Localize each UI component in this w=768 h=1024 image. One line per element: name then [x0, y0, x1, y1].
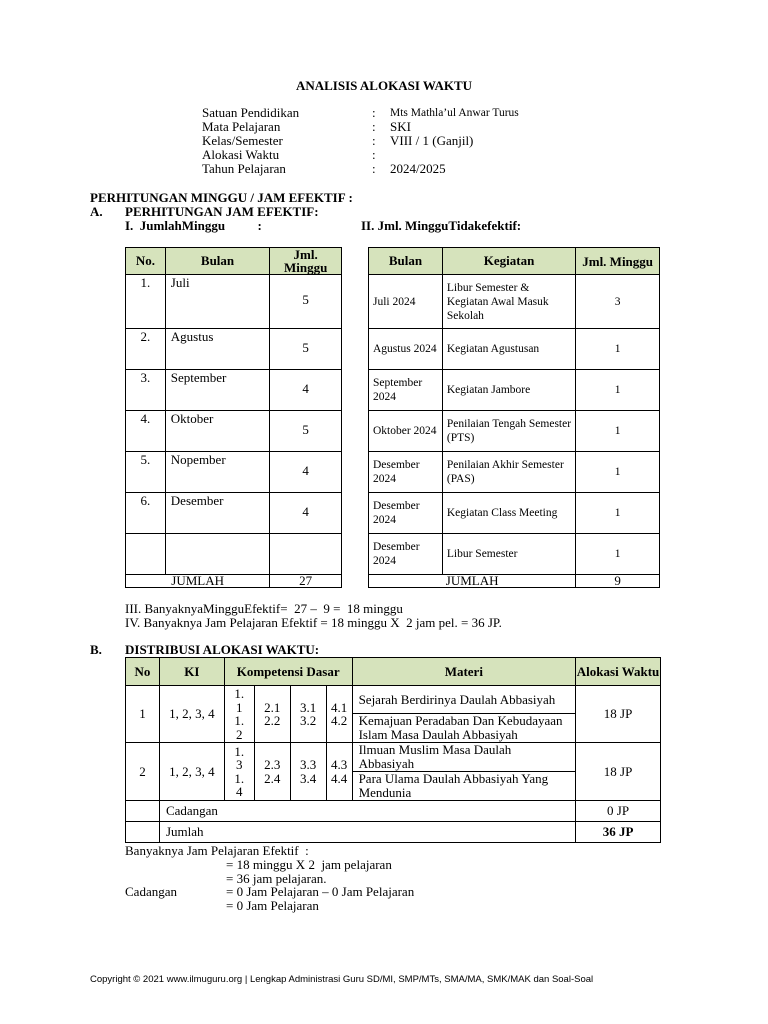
- cell-jml-minggu: 1: [576, 493, 660, 534]
- cell-no: 2.: [126, 329, 166, 370]
- cell-jml-minggu: 5: [270, 329, 342, 370]
- cell-kegiatan: Libur Semester & Kegiatan Awal Masuk Sekolah: [442, 275, 575, 329]
- table-row: [126, 452, 342, 493]
- cell-jml-minggu: 1: [576, 452, 660, 493]
- table-row: [126, 686, 661, 714]
- effective-weeks-table: [125, 247, 342, 588]
- effective-hours-line: IV. Banyaknya Jam Pelajaran Efektif = 18 minggu X 2 jam pel. = 36 JP.: [125, 615, 502, 630]
- cell-materi: Para Ulama Daulah Abbasiyah Yang Mendunia: [352, 772, 576, 801]
- cell-kegiatan: Kegiatan Agustusan: [442, 329, 575, 370]
- cell-bulan: Oktober: [165, 411, 270, 452]
- cell-alokasi-waktu: 18 JP: [576, 743, 661, 801]
- header-alokasi-waktu: Alokasi Waktu: [576, 658, 661, 686]
- section-a-letter: A.: [90, 204, 103, 219]
- cell-no: 3.: [126, 370, 166, 411]
- table-row: [369, 493, 660, 534]
- info-label: Mata Pelajaran: [202, 119, 281, 134]
- header-jml-minggu: Jml. Minggu: [576, 248, 660, 275]
- info-value: 2024/2025: [390, 161, 446, 176]
- header-bulan: Bulan: [369, 248, 443, 275]
- cell-no: 4.: [126, 411, 166, 452]
- cell-kegiatan: Penilaian Akhir Semester (PAS): [442, 452, 575, 493]
- cell-jml-minggu: [270, 534, 342, 575]
- header-materi: Materi: [352, 658, 576, 686]
- info-value: VIII / 1 (Ganjil): [390, 133, 474, 148]
- cell-ki: 1, 2, 3, 4: [159, 686, 224, 743]
- info-colon: :: [372, 133, 376, 148]
- cell-kompetensi-dasar: 4.1 4.2: [326, 686, 352, 743]
- empty-cell: [126, 801, 160, 822]
- summary-line-3: = 36 jam pelajaran.: [226, 871, 327, 886]
- table-row: [126, 370, 342, 411]
- row-label: Jumlah: [159, 822, 575, 843]
- total-row: [369, 575, 660, 588]
- cell-bulan: Nopember: [165, 452, 270, 493]
- cell-bulan: Juli: [165, 275, 270, 329]
- cell-kompetensi-dasar: 1. 3 1. 4: [224, 743, 254, 801]
- cell-jml-minggu: 4: [270, 493, 342, 534]
- header-kompetensi-dasar: Kompetensi Dasar: [224, 658, 352, 686]
- table-row: [369, 370, 660, 411]
- summary-line-2: = 18 minggu X 2 jam pelajaran: [226, 857, 392, 872]
- cell-jml-minggu: 5: [270, 275, 342, 329]
- section-b-heading: DISTRIBUSI ALOKASI WAKTU:: [125, 642, 320, 657]
- section-a-heading: PERHITUNGAN JAM EFEKTIF:: [125, 204, 319, 219]
- cell-bulan: Oktober 2024: [369, 411, 443, 452]
- jumlah-row: [126, 822, 661, 843]
- effective-weeks-line: III. BanyaknyaMingguEfektif= 27 – 9 = 18 minggu: [125, 601, 403, 616]
- cell-jml-minggu: 1: [576, 329, 660, 370]
- cell-bulan: September: [165, 370, 270, 411]
- row-value: 36 JP: [576, 822, 661, 843]
- footer-copyright: Copyright © 2021 www.ilmuguru.org | Lengkap Administrasi Guru SD/MI, SMP/MTs, SMA/MA, SMK/MAK dan Soal-Soal: [90, 974, 594, 985]
- table-row: [369, 411, 660, 452]
- cell-bulan: Agustus 2024: [369, 329, 443, 370]
- cadangan-row: [126, 801, 661, 822]
- table-row: [369, 329, 660, 370]
- cell-kompetensi-dasar: 3.1 3.2: [290, 686, 326, 743]
- cell-jml-minggu: 4: [270, 370, 342, 411]
- cell-kompetensi-dasar: 4.3 4.4: [326, 743, 352, 801]
- sub-heading-jumlah-minggu: I. JumlahMinggu :: [125, 218, 262, 233]
- cell-jml-minggu: 3: [576, 275, 660, 329]
- header-kegiatan: Kegiatan: [442, 248, 575, 275]
- header-bulan: Bulan: [165, 248, 270, 275]
- cell-bulan: Desember 2024: [369, 493, 443, 534]
- cell-no: [126, 534, 166, 575]
- table-row: [369, 275, 660, 329]
- table-row: [126, 534, 342, 575]
- header-no: No.: [126, 248, 166, 275]
- summary-line-5: = 0 Jam Pelajaran: [226, 898, 319, 913]
- table-row: [369, 452, 660, 493]
- header-ki: KI: [159, 658, 224, 686]
- table-row: [126, 275, 342, 329]
- sub-heading-minggu-tidak-efektif: II. Jml. MingguTidakefektif:: [361, 218, 522, 233]
- empty-cell: [126, 822, 160, 843]
- non-effective-weeks-table: [368, 247, 660, 588]
- cell-jml-minggu: 4: [270, 452, 342, 493]
- summary-cadangan-label: Cadangan: [125, 884, 177, 899]
- table-row: [126, 411, 342, 452]
- table-row: [126, 329, 342, 370]
- info-colon: :: [372, 119, 376, 134]
- cell-jml-minggu: 5: [270, 411, 342, 452]
- cell-kompetensi-dasar: 2.1 2.2: [254, 686, 290, 743]
- info-label: Kelas/Semester: [202, 133, 283, 148]
- cell-jml-minggu: 1: [576, 534, 660, 575]
- cell-ki: 1, 2, 3, 4: [159, 743, 224, 801]
- cell-kegiatan: Libur Semester: [442, 534, 575, 575]
- cell-no: 6.: [126, 493, 166, 534]
- cell-bulan: Desember: [165, 493, 270, 534]
- info-colon: :: [372, 161, 376, 176]
- info-label: Tahun Pelajaran: [202, 161, 286, 176]
- page-title: ANALISIS ALOKASI WAKTU: [295, 78, 473, 93]
- total-value: 9: [576, 575, 660, 588]
- cell-no: 1.: [126, 275, 166, 329]
- cell-materi: Kemajuan Peradaban Dan Kebudayaan Islam Masa Daulah Abbasiyah: [352, 714, 576, 743]
- row-value: 0 JP: [576, 801, 661, 822]
- info-colon: :: [372, 105, 376, 120]
- cell-no: 2: [126, 743, 160, 801]
- cell-kompetensi-dasar: 1. 1 1. 2: [224, 686, 254, 743]
- table-row: [369, 534, 660, 575]
- cell-bulan: Desember 2024: [369, 452, 443, 493]
- section-b-letter: B.: [90, 642, 102, 657]
- info-colon: :: [372, 147, 376, 162]
- cell-bulan: September 2024: [369, 370, 443, 411]
- info-value: Mts Mathla’ul Anwar Turus: [390, 107, 519, 119]
- cell-no: 1: [126, 686, 160, 743]
- summary-line-4: = 0 Jam Pelajaran – 0 Jam Pelajaran: [226, 884, 415, 899]
- info-label: Satuan Pendidikan: [202, 105, 300, 120]
- cell-bulan: Desember 2024: [369, 534, 443, 575]
- cell-alokasi-waktu: 18 JP: [576, 686, 661, 743]
- row-label: Cadangan: [159, 801, 575, 822]
- table-row: [126, 493, 342, 534]
- header-no: No: [126, 658, 160, 686]
- cell-kegiatan: Penilaian Tengah Semester (PTS): [442, 411, 575, 452]
- total-value: 27: [270, 575, 342, 588]
- cell-jml-minggu: 1: [576, 411, 660, 452]
- time-allocation-table: [125, 657, 661, 843]
- total-label: JUMLAH: [369, 575, 576, 588]
- table-row: [126, 743, 661, 772]
- cell-no: 5.: [126, 452, 166, 493]
- info-label: Alokasi Waktu: [202, 147, 280, 162]
- cell-bulan: [165, 534, 270, 575]
- cell-jml-minggu: 1: [576, 370, 660, 411]
- cell-bulan: Agustus: [165, 329, 270, 370]
- total-label: JUMLAH: [126, 575, 270, 588]
- cell-kegiatan: Kegiatan Class Meeting: [442, 493, 575, 534]
- cell-kompetensi-dasar: 3.3 3.4: [290, 743, 326, 801]
- total-row: [126, 575, 342, 588]
- cell-materi: Sejarah Berdirinya Daulah Abbasiyah: [352, 686, 576, 714]
- info-value: SKI: [390, 119, 411, 134]
- cell-materi: Ilmuan Muslim Masa Daulah Abbasiyah: [352, 743, 576, 772]
- section-main-heading: PERHITUNGAN MINGGU / JAM EFEKTIF :: [90, 190, 353, 205]
- cell-kompetensi-dasar: 2.3 2.4: [254, 743, 290, 801]
- cell-bulan: Juli 2024: [369, 275, 443, 329]
- summary-line-1: Banyaknya Jam Pelajaran Efektif :: [125, 843, 309, 858]
- cell-kegiatan: Kegiatan Jambore: [442, 370, 575, 411]
- header-jml-minggu: Jml. Minggu: [270, 248, 342, 275]
